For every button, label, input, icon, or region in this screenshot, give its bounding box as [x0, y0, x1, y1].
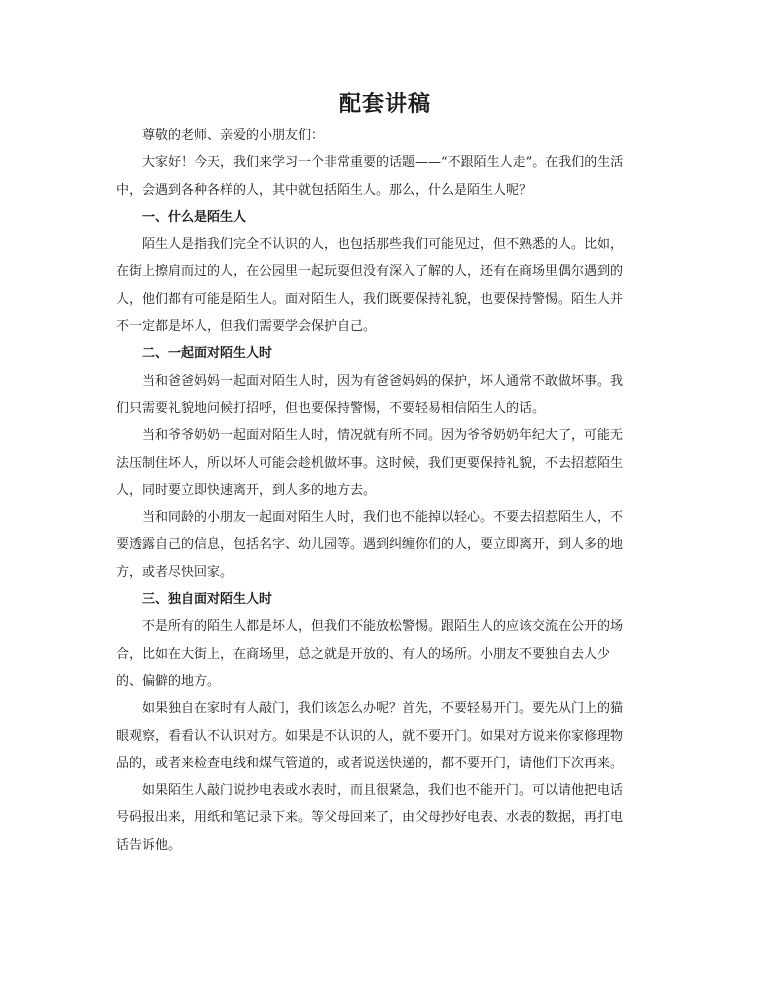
text-line: 如果陌生人敲门说抄电表或水表时，而且很紧急，我们也不能开门。可以请他把电话 [142, 783, 624, 799]
section-heading: 一、什么是陌生人 [142, 209, 247, 225]
text-line: 法压制住坏人，所以坏人可能会趁机做坏事。这时候，我们更要保持礼貌，不去招惹陌生 [116, 455, 624, 471]
text-line: 方，或者尽快回家。 [116, 564, 234, 580]
text-line: 当和爸爸妈妈一起面对陌生人时，因为有爸爸妈妈的保护，坏人通常不敢做坏事。我 [142, 373, 624, 389]
section-heading: 三、独自面对陌生人时 [142, 592, 273, 608]
text-line: 们只需要礼貌地问候打招呼，但也要保持警惕，不要轻易相信陌生人的话。 [116, 400, 546, 416]
section2-paragraph-3 [116, 504, 660, 586]
text-line: 陌生人是指我们完全不认识的人，也包括那些我们可能见过，但不熟悉的人。比如， [142, 237, 624, 253]
greeting-paragraph [116, 122, 660, 149]
text-line: 话告诉他。 [116, 837, 182, 853]
text-line: 当和同龄的小朋友一起面对陌生人时，我们也不能掉以轻心。不要去招惹陌生人，不 [142, 510, 624, 526]
text-line: 眼观察，看看认不认识对方。如果是不认识的人，就不要开门。如果对方说来你家修理物 [116, 728, 624, 744]
text-line: 如果独自在家时有人敲门，我们该怎么办呢？首先，不要轻易开门。要先从门上的猫 [142, 701, 624, 717]
text-line: 不是所有的陌生人都是坏人，但我们不能放松警惕。跟陌生人的应该交流在公开的场 [142, 619, 624, 635]
text-line: 在街上擦肩而过的人，在公园里一起玩耍但没有深入了解的人，还有在商场里偶尔遇到的 [116, 264, 624, 280]
section-heading: 二、一起面对陌生人时 [142, 346, 273, 362]
text-line: 号码报出来，用纸和笔记录下来。等父母回来了，由父母抄好电表、水表的数据，再打电 [116, 810, 624, 826]
section3-paragraph-2 [116, 695, 660, 777]
text-line: 当和爷爷奶奶一起面对陌生人时，情况就有所不同。因为爷爷奶奶年纪大了，可能无 [142, 428, 624, 444]
section2-paragraph-2 [116, 422, 660, 504]
text-line: 合，比如在大街上，在商场里，总之就是开放的、有人的场所。小朋友不要独自去人少 [116, 646, 611, 662]
text-line: 人，他们都有可能是陌生人。面对陌生人，我们既要保持礼貌，也要保持警惕。陌生人并 [116, 291, 624, 307]
section1-paragraph-1 [116, 231, 660, 340]
greeting-line: 尊敬的老师、亲爱的小朋友们： [142, 128, 325, 143]
intro-paragraph [116, 149, 660, 204]
text-line: 大家好！今天，我们来学习一个非常重要的话题——“不跟陌生人走”。在我们的生活 [142, 155, 624, 171]
section3-paragraph-3 [116, 777, 660, 859]
text-line: 品的，或者来检查电线和煤气管道的，或者说送快递的，都不要开门，请他们下次再来。 [116, 755, 624, 771]
document-body [116, 122, 660, 859]
text-line: 要透露自己的信息，包括名字、幼儿园等。遇到纠缠你们的人，要立即离开，到人多的地 [116, 537, 624, 553]
text-line: 中，会遇到各种各样的人，其中就包括陌生人。那么，什么是陌生人呢？ [116, 182, 533, 198]
section2-paragraph-1 [116, 368, 660, 423]
section3-paragraph-1 [116, 613, 660, 695]
document-title: 配套讲稿 [338, 91, 431, 117]
text-line: 人，同时要立即快速离开，到人多的地方去。 [116, 482, 377, 498]
text-line: 不一定都是坏人，但我们需要学会保护自己。 [116, 319, 377, 335]
text-line: 的、偏僻的地方。 [116, 673, 221, 689]
